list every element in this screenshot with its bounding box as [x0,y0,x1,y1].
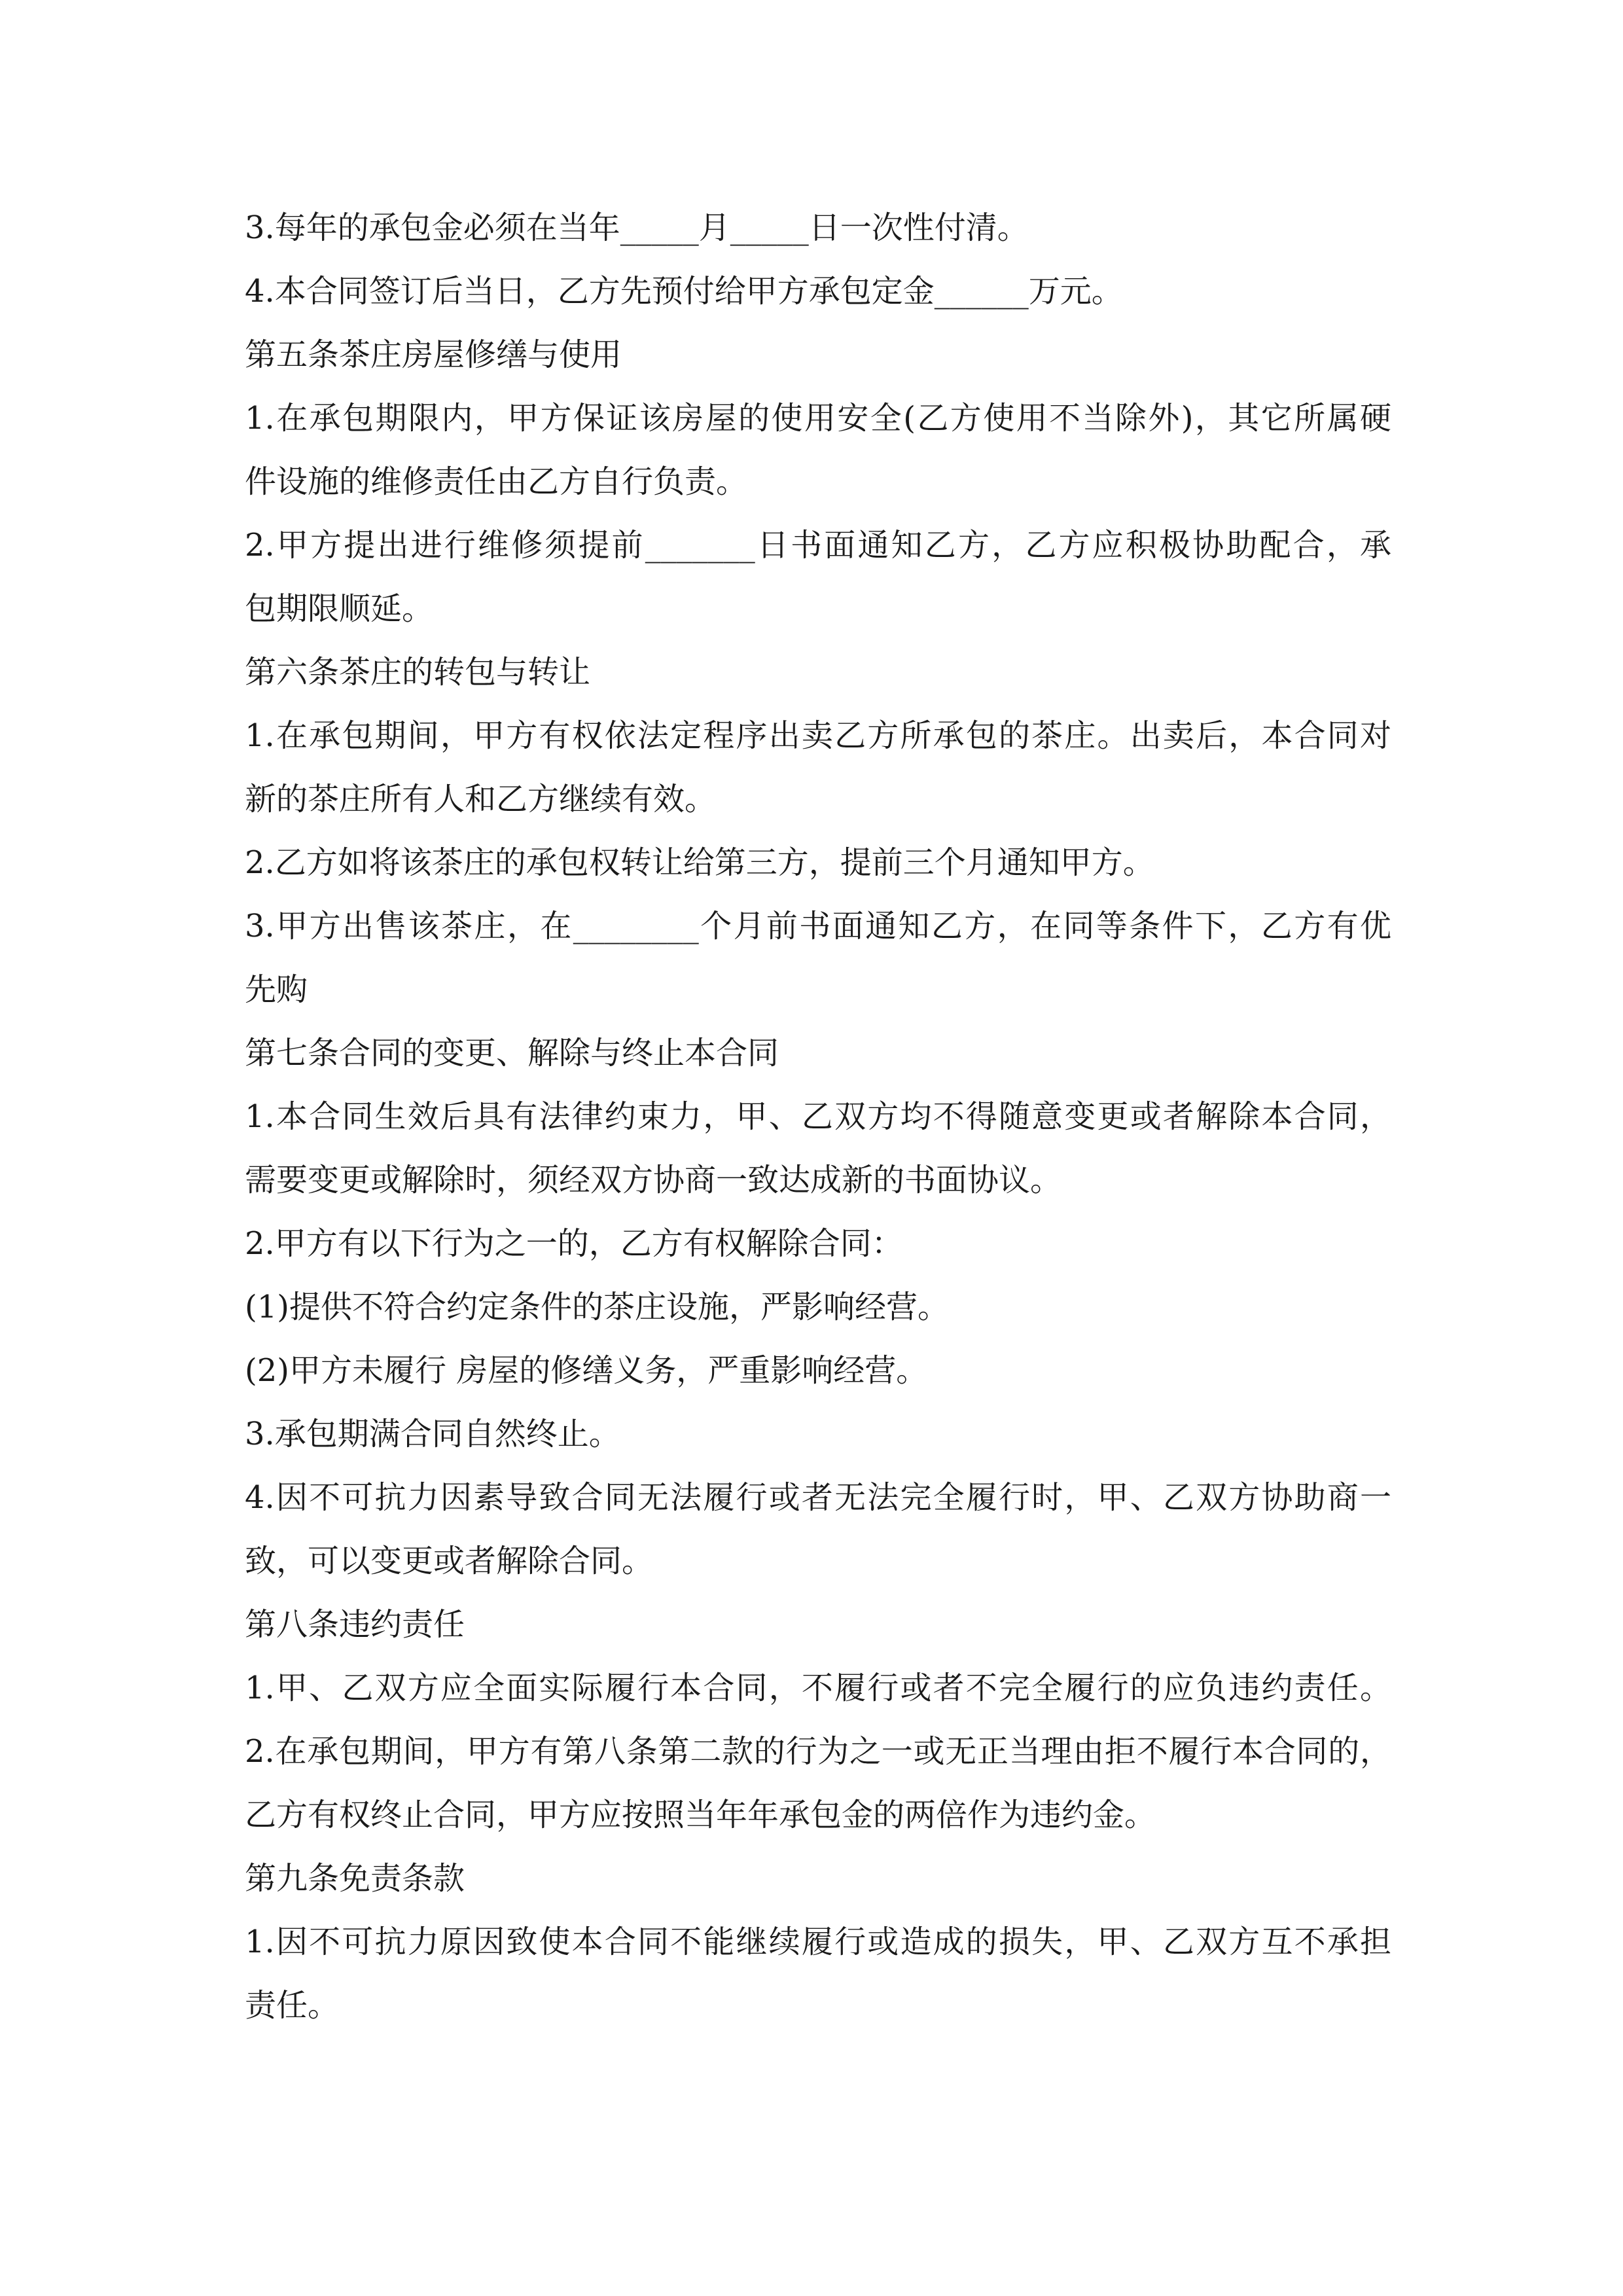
paragraph-line: 4.本合同签订后当日，乙方先预付给甲方承包定金______万元。 [245,273,1123,310]
section-heading: 第九条免责条款 [245,1860,465,1897]
paragraph-line: 3.每年的承包金必须在当年_____月_____日一次性付清。 [245,209,1029,246]
paragraph-line: 4.因不可抗力因素导致合同无法履行或者无法完全履行时，甲、乙双方协助商一 [245,1479,1391,1516]
paragraph-line: 2.乙方如将该茶庄的承包权转让给第三方，提前三个月通知甲方。 [245,844,1154,881]
paragraph-line: 1.在承包期间，甲方有权依法定程序出卖乙方所承包的茶庄。出卖后，本合同对 [245,717,1391,754]
paragraph-line: 件设施的维修责任由乙方自行负责。 [245,463,748,500]
paragraph-line: 3.承包期满合同自然终止。 [245,1416,620,1452]
paragraph-line: 2.在承包期间，甲方有第八条第二款的行为之一或无正当理由拒不履行本合同的， [245,1733,1391,1770]
paragraph-line: 乙方有权终止合同，甲方应按照当年年承包金的两倍作为违约金。 [245,1797,1156,1833]
paragraph-line: 包期限顺延。 [245,590,434,627]
paragraph-line: (1)提供不符合约定条件的茶庄设施，严影响经营。 [245,1289,949,1325]
paragraph-line: 2.甲方有以下行为之一的，乙方有权解除合同： [245,1225,903,1262]
section-heading: 第八条违约责任 [245,1606,465,1643]
section-heading: 第七条合同的变更、解除与终止本合同 [245,1035,779,1071]
paragraph-line: 3.甲方出售该茶庄，在________个月前书面通知乙方，在同等条件下，乙方有优 [245,908,1391,944]
paragraph-line: 新的茶庄所有人和乙方继续有效。 [245,781,717,817]
paragraph-line: 先购 [245,971,308,1008]
paragraph-line: 2.甲方提出进行维修须提前_______日书面通知乙方，乙方应积极协助配合，承 [245,527,1391,564]
document-body [245,196,1391,2037]
paragraph-line: 1.本合同生效后具有法律约束力，甲、乙双方均不得随意变更或者解除本合同， [245,1098,1391,1135]
section-heading: 第六条茶庄的转包与转让 [245,654,591,691]
paragraph-line: 1.因不可抗力原因致使本合同不能继续履行或造成的损失，甲、乙双方互不承担 [245,1924,1391,1960]
paragraph-line: 责任。 [245,1987,340,2024]
paragraph-line: 需要变更或解除时，须经双方协商一致达成新的书面协议。 [245,1162,1062,1198]
paragraph-line: (2)甲方未履行 房屋的修缮义务，严重影响经营。 [245,1352,928,1389]
paragraph-line: 1.在承包期限内，甲方保证该房屋的使用安全(乙方使用不当除外)，其它所属硬 [245,400,1391,437]
paragraph-line: 致，可以变更或者解除合同。 [245,1543,654,1579]
paragraph-line: 1.甲、乙双方应全面实际履行本合同，不履行或者不完全履行的应负违约责任。 [245,1670,1391,1706]
section-heading: 第五条茶庄房屋修缮与使用 [245,336,622,373]
